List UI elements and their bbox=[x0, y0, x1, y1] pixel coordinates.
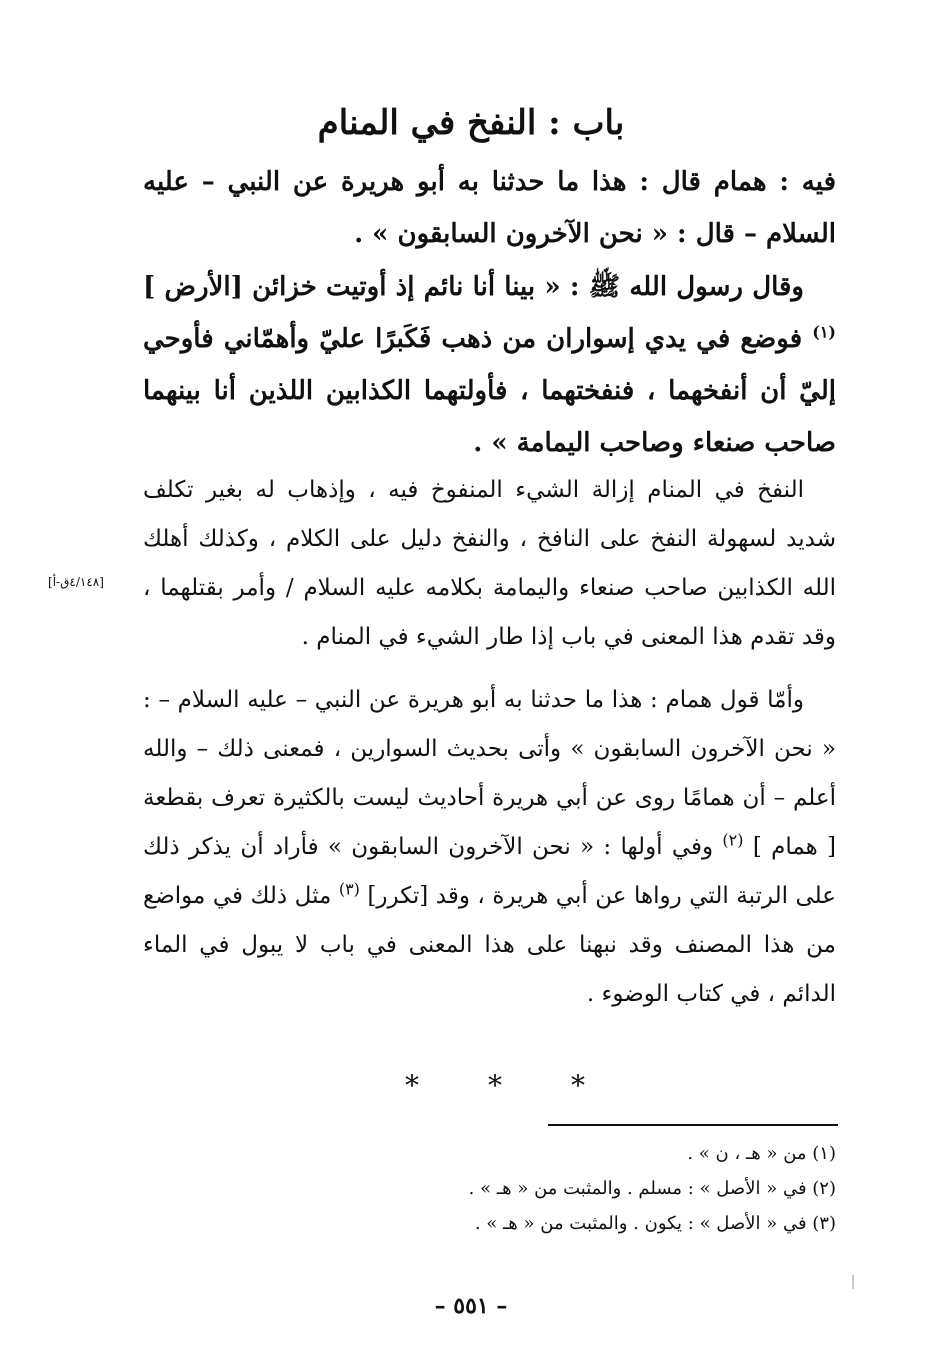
footnote-marker-3: (٣) bbox=[338, 879, 360, 899]
footnote-2: (٢) في « الأصل » : مسلم . والمثبت من « هـ » . bbox=[468, 1178, 836, 1199]
hadith-main-lead: وقال رسول الله ﷺ : « بينا أنا نائم إذ أوتيت خزائن [الأرض ] bbox=[143, 272, 804, 302]
separator-star: * bbox=[488, 1069, 502, 1102]
separator-star: * bbox=[571, 1069, 585, 1102]
footnote-divider bbox=[548, 1124, 838, 1126]
hadith-intro-text: فيه : همام قال : هذا ما حدثنا به أبو هريرة عن النبي – عليه السلام – قال : « نحن الآخرون السابقون » . bbox=[143, 167, 836, 249]
section-separator bbox=[405, 1066, 585, 1106]
footnote-1: (١) من « هـ ، ن » . bbox=[687, 1143, 836, 1164]
manuscript-folio-reference: [٤/١٤٨ق-أ] bbox=[48, 575, 104, 589]
footnote-marker-1: (١) bbox=[812, 322, 836, 342]
hadith-intro-paragraph bbox=[143, 156, 836, 260]
commentary-2-part3: مثل ذلك في مواضع من هذا المصنف وقد نبهنا على هذا المعنى في باب لا يبول في الماء الدائم ، في كتاب الوضوء . bbox=[143, 883, 836, 1007]
commentary-2-part1: وأمّا قول همام : هذا ما حدثنا به أبو هريرة عن النبي – عليه السلام – : « نحن الآخرون السابقون » وأتى بحديث السوارين ، فمعنى ذلك – والله أعلم – أن همامًا روى عن أبي هريرة أحاديث ليست بالكثيرة تعرف بقطعة [ همام ] bbox=[143, 687, 837, 860]
commentary-2-part2: وفي أولها : « نحن الآخرون السابقون » فأراد أن يذكر ذلك على الرتبة التي رواها عن أبي هريرة ، وقد [تكرر] bbox=[143, 834, 836, 909]
footnote-3: (٣) في « الأصل » : يكون . والمثبت من « هـ » . bbox=[474, 1213, 836, 1234]
commentary-paragraph-2 bbox=[143, 676, 836, 1019]
scan-edge-mark bbox=[852, 1275, 854, 1289]
footnotes-section bbox=[143, 1136, 836, 1241]
footnote-marker-2: (٢) bbox=[722, 830, 744, 850]
separator-star: * bbox=[405, 1069, 419, 1102]
hadith-main-rest: فوضع في يدي إسواران من ذهب فَكَبرًا عليّ وأهمّاني فأوحي إليّ أن أنفخهما ، فنفختهما ، فأولتهما الكذابين اللذين أنا بينهما صاحب صنعاء وصاحب اليمامة » . bbox=[143, 324, 836, 458]
commentary-1-text: النفخ في المنام إزالة الشيء المنفوخ فيه ، وإذهاب له بغير تكلف شديد لسهولة النفخ على النافخ ، والنفخ دليل على الكلام ، وكذلك أهلك الله الكذابين صاحب صنعاء واليمامة بكلامه عليه السلام / وأمر بقتلهما ، وقد تقدم هذا المعنى في باب إذا طار الشيء في المنام . bbox=[143, 477, 836, 650]
hadith-main-paragraph bbox=[143, 261, 836, 469]
page-number: – ٥٥١ – bbox=[434, 1293, 508, 1319]
chapter-title: باب : النفخ في المنام bbox=[317, 103, 625, 143]
commentary-paragraph-1 bbox=[143, 466, 836, 662]
